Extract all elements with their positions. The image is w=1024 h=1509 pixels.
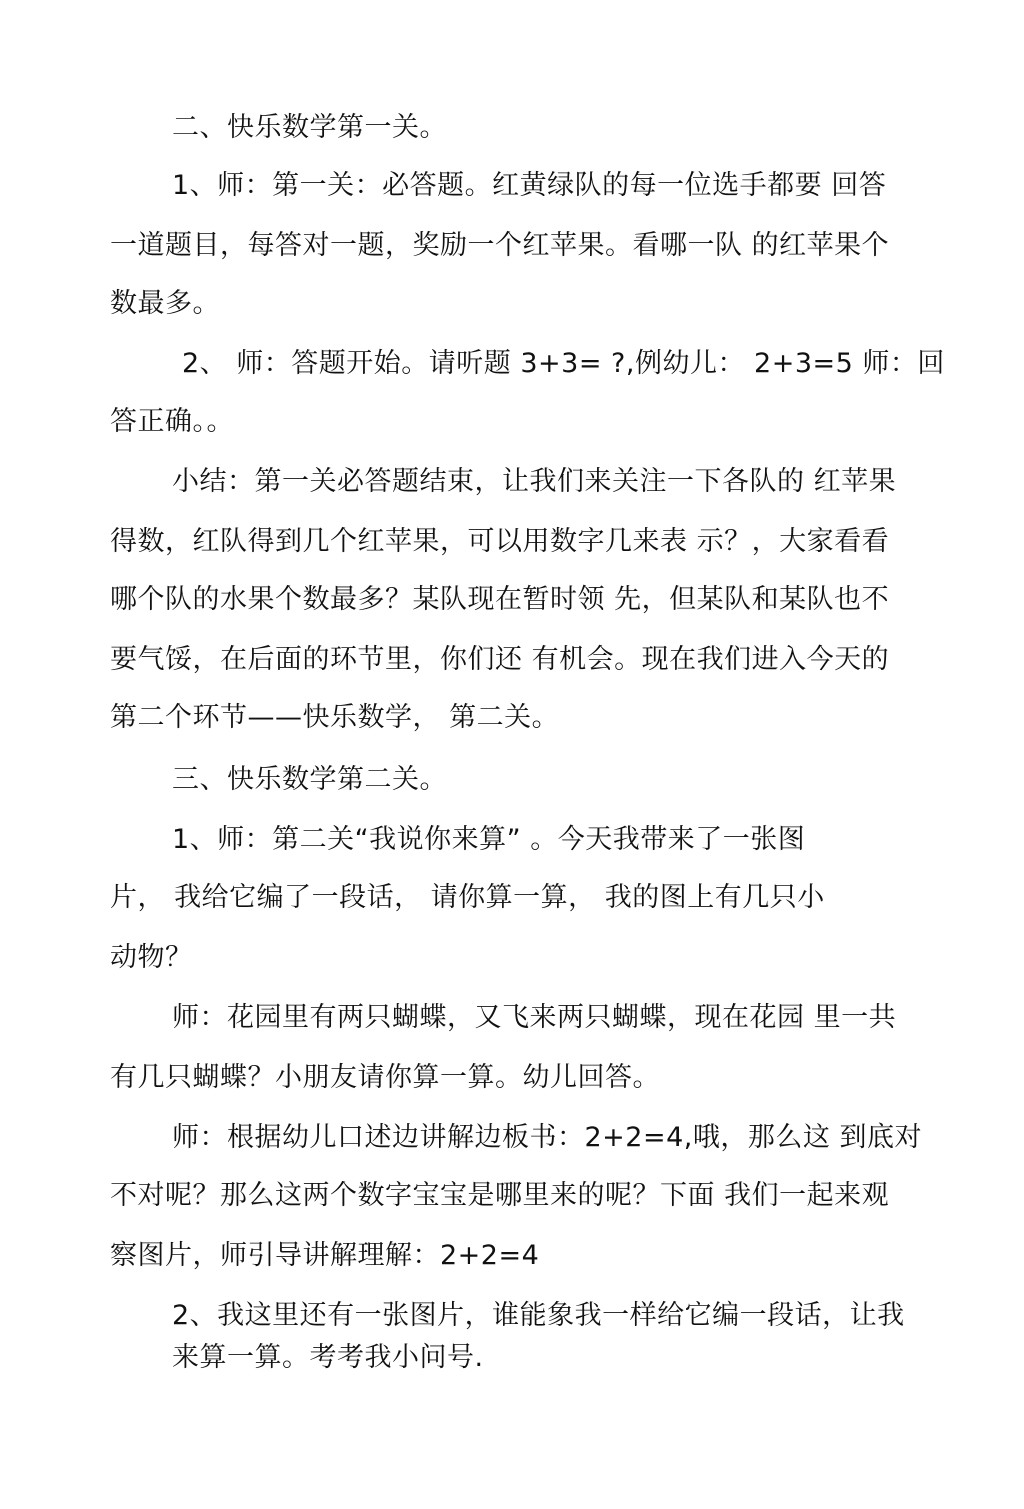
text-line: 师：根据幼儿口述边讲解边板书：2+2=4,哦，那么这 到底对 <box>172 1122 922 1153</box>
text-line: 数最多。 <box>110 288 220 319</box>
text-line: 不对呢？那么这两个数字宝宝是哪里来的呢？下面 我们一起来观 <box>110 1180 890 1211</box>
section-heading-1: 二、快乐数学第一关。 <box>172 112 447 143</box>
text-line: 有几只蝴蝶？小朋友请你算一算。幼儿回答。 <box>110 1062 660 1093</box>
section-heading-2: 三、快乐数学第二关。 <box>172 764 447 795</box>
text-line: 第二个环节——快乐数学， 第二关。 <box>110 702 560 733</box>
text-line: 1、师：第一关：必答题。红黄绿队的每一位选手都要 回答 <box>172 170 887 201</box>
text-line: 哪个队的水果个数最多？某队现在暂时领 先，但某队和某队也不 <box>110 584 890 615</box>
text-line: 来算一算。考考我小问号. <box>172 1342 484 1373</box>
text-line: 片， 我给它编了一段话， 请你算一算， 我的图上有几只小 <box>110 882 825 913</box>
text-line: 2、我这里还有一张图片，谁能象我一样给它编一段话，让我 <box>172 1300 905 1331</box>
text-line: 得数，红队得到几个红苹果，可以用数字几来表 示？，大家看看 <box>110 526 890 557</box>
text-line: 师：花园里有两只蝴蝶，又飞来两只蝴蝶，现在花园 里一共 <box>172 1002 897 1033</box>
text-line: 小结：第一关必答题结束，让我们来关注一下各队的 红苹果 <box>172 466 897 497</box>
text-line: 要气馁，在后面的环节里，你们还 有机会。现在我们进入今天的 <box>110 644 890 675</box>
text-line: 1、师：第二关“我说你来算” 。今天我带来了一张图 <box>172 824 806 855</box>
text-line: 答正确。。 <box>110 406 234 437</box>
text-line: 察图片，师引导讲解理解：2+2=4 <box>110 1240 540 1271</box>
text-line: 一道题目，每答对一题，奖励一个红苹果。看哪一队 的红苹果个 <box>110 230 890 261</box>
text-line: 动物？ <box>110 942 193 973</box>
text-line: 2、 师：答题开始。请听题 3+3= ?,例幼儿： 2+3=5 师：回 <box>182 348 945 379</box>
